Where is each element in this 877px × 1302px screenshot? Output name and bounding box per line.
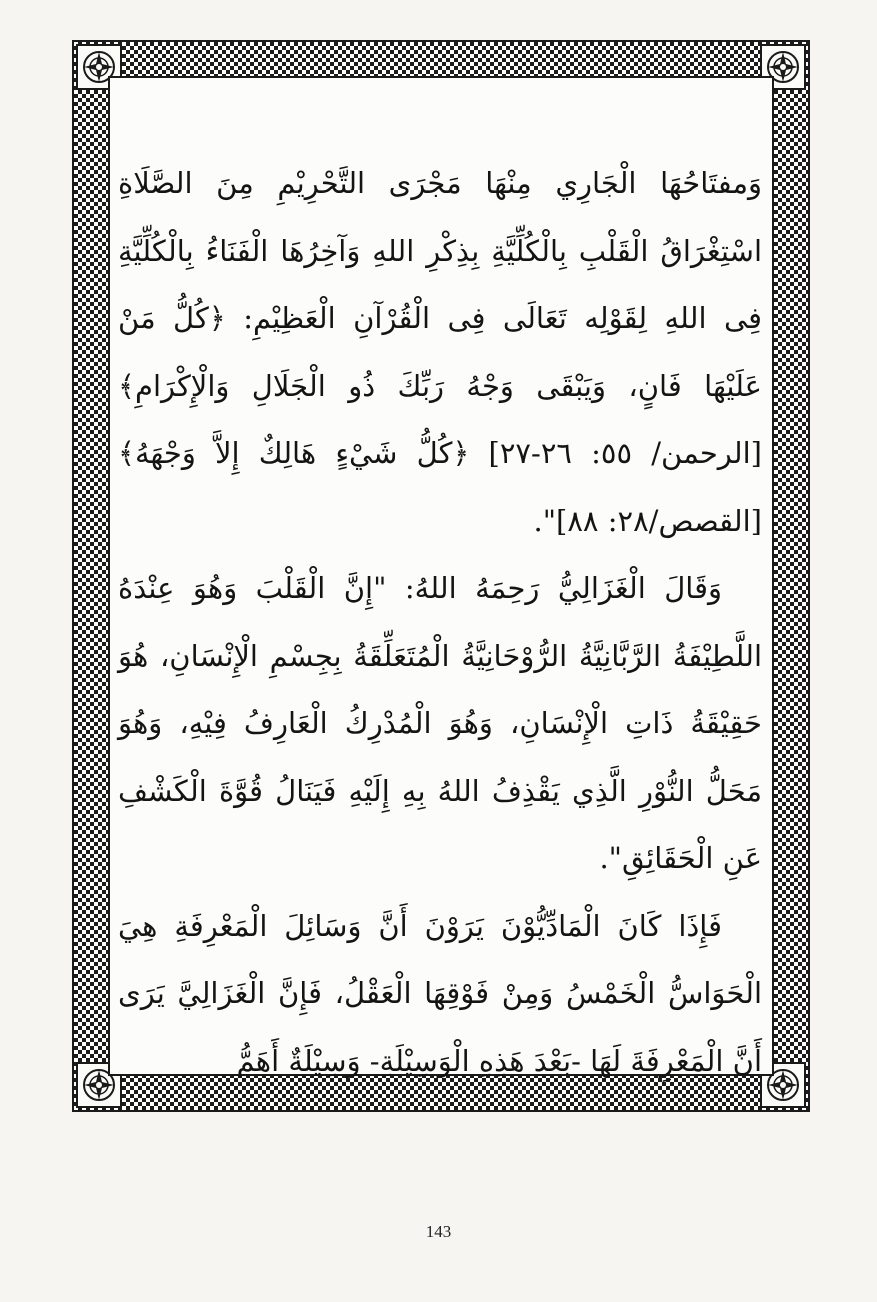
page-number: 143 — [425, 1222, 452, 1241]
paragraph-ghazali-quote: وَقَالَ الْغَزَالِيُّ رَحِمَهُ اللهُ: "إِنَّ الْقَلْبَ وَهُوَ عِنْدَهُ اللَّطِيْفَةُ الرَّبَّانِيَّةُ الرُّوْحَانِيَّةُ الْمُتَعَلِّقَةُ بِجِسْمِ الْإِنْسَانِ، هُوَ حَقِيْقَةُ ذَاتِ الْإِنْسَانِ، وَهُوَ الْمُدْرِكُ الْعَارِفُ فِيْهِ، وَهُوَ مَحَلُّ النُّوْرِ الَّذِي يَقْذِفُ اللهُ بِهِ إِلَيْهِ فَيَنَالُ قُوَّةَ الْكَشْفِ عَنِ الْحَقَائِقِ". — [118, 571, 762, 875]
paragraph-quran-quote: وَمفتَاحُهَا الْجَارِي مِنْهَا مَجْرَى التَّحْرِيْمِ مِنَ الصَّلَاةِ اسْتِغْرَاقُ الْقَلْبِ بِالْكُلِّيَّةِ بِذِكْرِ اللهِ وَآخِرُهَا الْفَنَاءُ بِالْكُلِّيَّةِ فِى اللهِ لِقَوْلِه تَعَالَى فِى الْقُرْآنِ الْعَظِيْمِ: ﴿كُلُّ مَنْ عَلَيْهَا فَانٍ، وَيَبْقَى وَجْهُ رَبِّكَ ذُو الْجَلَالِ وَالْإِكْرَامِ﴾ [الرحمن/ ٥٥: ٢٦-٢٧] ﴿كُلُّ شَيْءٍ هَالِكٌ إِلاَّ وَجْهَهُ﴾ [القصص/٢٨: ٨٨]". — [118, 166, 762, 538]
paragraph-materialists: فَإِذَا كَانَ الْمَادِّيُّوْنَ يَرَوْنَ أَنَّ وَسَائِلَ الْمَعْرِفَةِ هِيَ الْحَوَاسُّ الْخَمْسُ وَمِنْ فَوْقِهَا الْعَقْلُ، فَإِنَّ الْغَزَالِيَّ يَرَى أَنَّ الْمَعْرِفَةَ لَهَا -بَعْدَ هَذِهِ الْوَسِيْلَةِ- وَسِيْلَةٌ أَهَمُّ — [118, 908, 762, 1078]
page-body — [118, 150, 762, 1095]
